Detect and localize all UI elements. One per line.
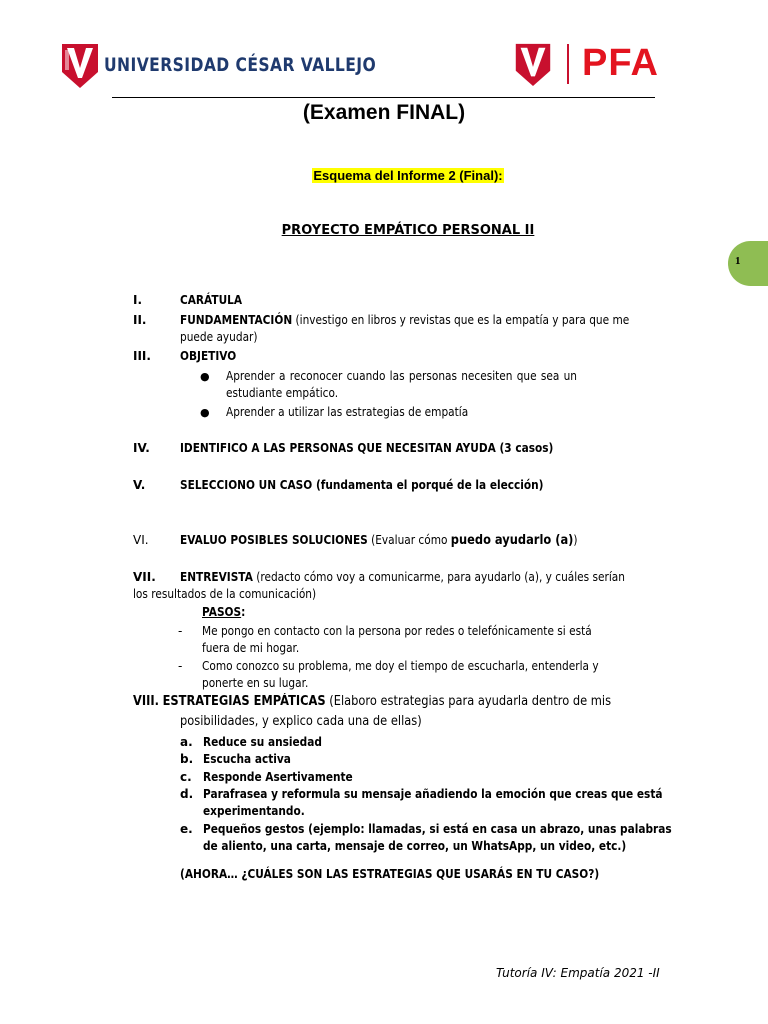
section-8-text: (Elaboro estrategias para ayudarla dentro de mis [325,694,612,709]
dash-marker: - [178,659,183,673]
step-2-line-2: ponerte en su lugar. [202,676,309,690]
section-8-numeral: VIII. [133,694,159,709]
section-1-numeral: I. [133,293,143,307]
ucv-logo [62,42,377,90]
section-1-heading: CARÁTULA [180,293,243,307]
strategy-d-line-2: experimentando. [203,804,305,818]
university-name: UNIVERSIDAD CÉSAR VALLEJO [104,54,377,76]
project-title: PROYECTO EMPÁTICO PERSONAL II [281,223,535,238]
objective-1-line-2: estudiante empático. [226,386,339,400]
section-3-numeral: III. [133,349,151,363]
dash-marker: - [178,624,183,638]
section-6-numeral: VI. [133,533,149,547]
strategy-e-line-1: Pequeños gestos (ejemplo: llamadas, si está en casa un abrazo, unas palabras [203,822,672,836]
steps-label-colon: : [241,605,246,619]
strategy-a-letter: a. [180,735,193,749]
step-2-line-1: Como conozco su problema, me doy el tiempo de escucharla, entenderla y [202,659,599,673]
ucv-shield-icon [62,42,98,88]
strategy-c-letter: c. [180,770,192,784]
strategy-b: Escucha activa [203,752,291,766]
exam-title: (Examen FINAL) [302,101,466,124]
section-4-heading: IDENTIFICO A LAS PERSONAS QUE NECESITAN AYUDA (3 casos) [180,441,554,455]
section-8-heading: ESTRATEGIAS EMPÁTICAS [162,694,326,709]
section-8-line-2: posibilidades, y explico cada una de ellas) [180,714,422,729]
step-1-line-1: Me pongo en contacto con la persona por redes o telefónicamente si está [202,624,592,638]
section-6-heading: EVALUO POSIBLES SOLUCIONES [180,533,368,547]
objective-1-line-1: Aprender a reconocer cuando las personas necesiten que sea un [226,369,577,383]
section-7-numeral: VII. [133,570,156,584]
page-number: 1 [735,255,741,267]
section-2-heading: FUNDAMENTACIÓN [180,313,293,327]
closing-question: (AHORA… ¿CUÁLES SON LAS ESTRATEGIAS QUE USARÁS EN TU CASO?) [180,867,600,881]
section-4-numeral: IV. [133,441,150,455]
bullet-icon: ● [200,406,210,419]
strategy-d-line-1: Parafrasea y reformula su mensaje añadiendo la emoción que creas que está [203,787,663,801]
step-1-line-2: fuera de mi hogar. [202,641,300,655]
strategy-b-letter: b. [180,752,194,766]
strategy-c: Responde Asertivamente [203,770,353,784]
section-2-line-2: puede ayudar) [180,330,258,344]
pfa-shield-icon [514,42,552,86]
section-2-line-1 [180,312,630,329]
section-2-text: (investigo en libros y revistas que es la empatía y para que me [292,313,630,327]
pfa-logo-text: PFA [582,42,659,84]
logo-divider [567,44,569,84]
strategy-a: Reduce su ansiedad [203,735,322,749]
section-7-line-2: los resultados de la comunicación) [133,587,317,601]
section-5-numeral: V. [133,478,146,492]
page-number-badge [728,241,768,286]
schema-title [0,168,768,183]
section-7-text: (redacto cómo voy a comunicarme, para ayudarlo (a), y cuáles serían [252,570,625,584]
section-3-heading: OBJETIVO [180,349,237,363]
steps-label-line [202,604,245,621]
objective-2: Aprender a utilizar las estrategias de empatía [226,405,469,419]
strategy-e-line-2: de aliento, una carta, mensaje de correo, un WhatsApp, un video, etc.) [203,839,627,853]
section-5-line [180,477,601,494]
strategy-e-letter: e. [180,822,193,836]
section-7-line-1 [180,569,625,586]
section-5-heading: SELECCIONO UN CASO [180,478,313,492]
header-rule [112,97,655,98]
section-8-line-1 [133,693,611,710]
schema-title-text: Esquema del Informe 2 (Final): [313,168,503,183]
section-6-text-end: ) [573,533,578,547]
section-6-text-bold: puedo ayudarlo (a) [450,533,574,548]
footer: Tutoría IV: Empatía 2021 -II [496,966,660,980]
section-6-text: (Evaluar cómo [367,533,451,547]
bullet-icon: ● [200,370,210,383]
section-7-heading: ENTREVISTA [180,570,253,584]
steps-label: PASOS [202,605,242,619]
strategy-d-letter: d. [180,787,194,801]
section-6-line [180,532,601,549]
section-2-numeral: II. [133,313,147,327]
section-5-text: (fundamenta el porqué de la elección) [312,478,544,492]
pfa-logo [514,42,664,88]
